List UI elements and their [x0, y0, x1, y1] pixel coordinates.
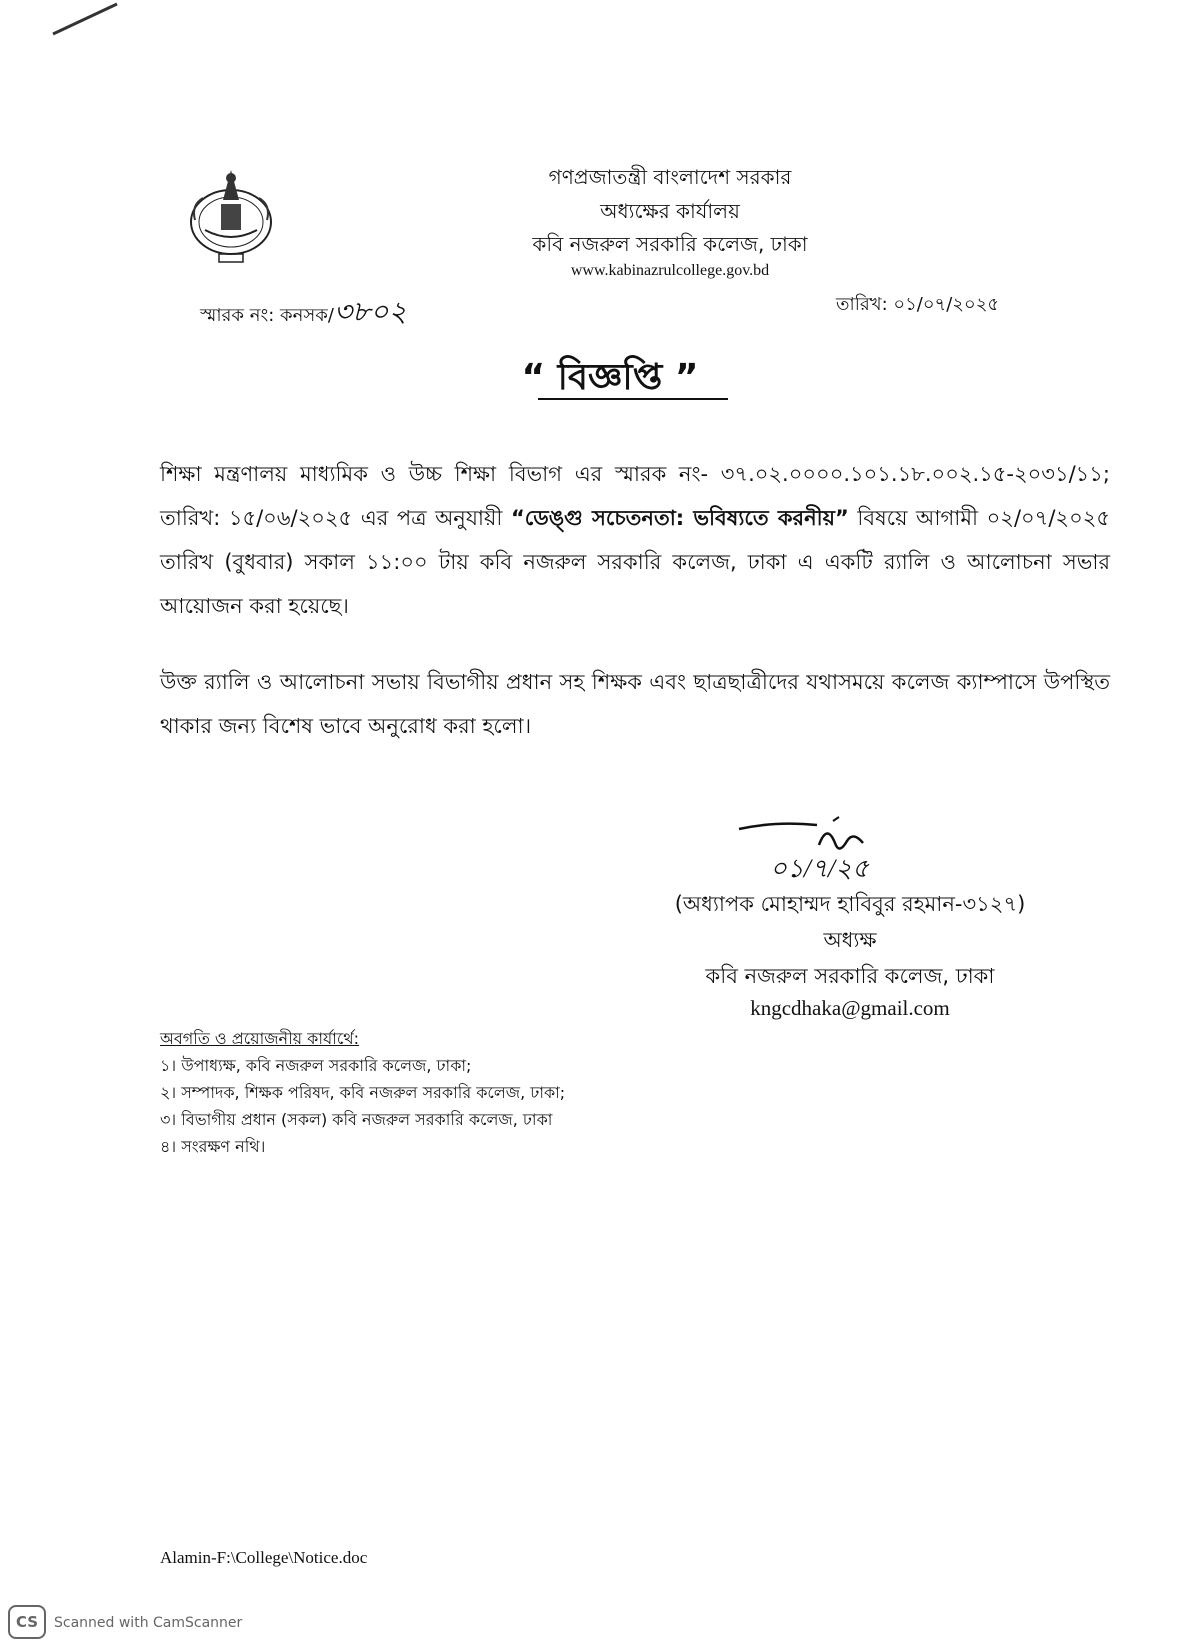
memo-date: তারিখ: ০১/০৭/২০২৫: [836, 294, 1000, 315]
title-underline: [538, 398, 728, 400]
signatory-email: kngcdhaka@gmail.com: [750, 996, 950, 1020]
p1-text-end: বিষয়ে আগামী ০২/০৭/২০২৫ তারিখ (বুধবার) সকাল ১১:০০ টায় কবি নজরুল সরকারি কলেজ, ঢাকা এ একটি র‌্যালি ও আলোচনা সভার আয়োজন করা হয়েছে।: [160, 506, 1110, 618]
pen-mark: [45, 0, 125, 40]
memo-number: ৩৮০২: [333, 297, 407, 328]
list-item: ৩। বিভাগীয় প্রধান (সকল) কবি নজরুল সরকারি কলেজ, ঢাকা: [160, 1110, 553, 1129]
file-path: Alamin-F:\College\Notice.doc: [160, 1548, 368, 1567]
office-name: অধ্যক্ষের কার্যালয়: [600, 199, 740, 223]
list-item: ১। উপাধ্যক্ষ, কবি নজরুল সরকারি কলেজ, ঢাকা;: [160, 1056, 472, 1075]
camscanner-text: Scanned with CamScanner: [54, 1615, 243, 1631]
camscanner-logo-icon: CS: [8, 1605, 46, 1639]
list-item: ৪। সংরক্ষণ নথি।: [160, 1137, 266, 1156]
notice-title: “ বিজ্ঞপ্তি ”: [521, 357, 699, 398]
college-website: www.kabinazrulcollege.gov.bd: [570, 262, 770, 279]
copy-list: [160, 1025, 565, 1160]
body-paragraph-2: উক্ত র‌্যালি ও আলোচনা সভায় বিভাগীয় প্রধান সহ শিক্ষক এবং ছাত্রছাত্রীদের যথাসময়ে কলেজ ক্যাম্পাসে উপস্থিত থাকার জন্য বিশেষ ভাবে অনুরোধ করা হলো।: [160, 670, 1110, 738]
copy-list-heading: অবগতি ও প্রয়োজনীয় কার্যার্থে:: [160, 1029, 360, 1048]
body-paragraph-1: [160, 452, 1110, 628]
p1-topic: “ডেঙ্গু সচেতনতা: ভবিষ্যতে করনীয়”: [510, 506, 849, 530]
college-name: কবি নজরুল সরকারি কলেজ, ঢাকা: [532, 232, 808, 256]
govt-name: গণপ্রজাতন্ত্রী বাংলাদেশ সরকার: [548, 165, 792, 189]
notice-title-wrap: [520, 350, 700, 410]
signatory-name: (অধ্যাপক মোহাম্মদ হাবিবুর রহমান-৩১২৭): [674, 892, 1026, 916]
college-emblem-icon: [183, 160, 279, 270]
memo-ref: [200, 290, 407, 337]
signatory-college: কবি নজরুল সরকারি কলেজ, ঢাকা: [705, 964, 995, 988]
camscanner-watermark: [8, 1605, 242, 1639]
memo-label: স্মারক নং: কনসক/: [200, 305, 334, 326]
list-item: ২। সম্পাদক, শিক্ষক পরিষদ, কবি নজরুল সরকারি কলেজ, ঢাকা;: [160, 1083, 566, 1102]
signature-date: ০১/৭/২৫: [770, 854, 869, 883]
p1-text-start: শিক্ষা মন্ত্রণালয় মাধ্যমিক ও উচ্চ শিক্ষা বিভাগ এর স্মারক নং- ৩৭.০২.০০০০.১০১.১৮.০০২.১৫-২০৩১/১১; তারিখ: ১৫/০৬/২০২৫ এর পত্র অনুযায়ী: [160, 462, 1110, 530]
signatory-designation: অধ্যক্ষ: [823, 928, 877, 952]
